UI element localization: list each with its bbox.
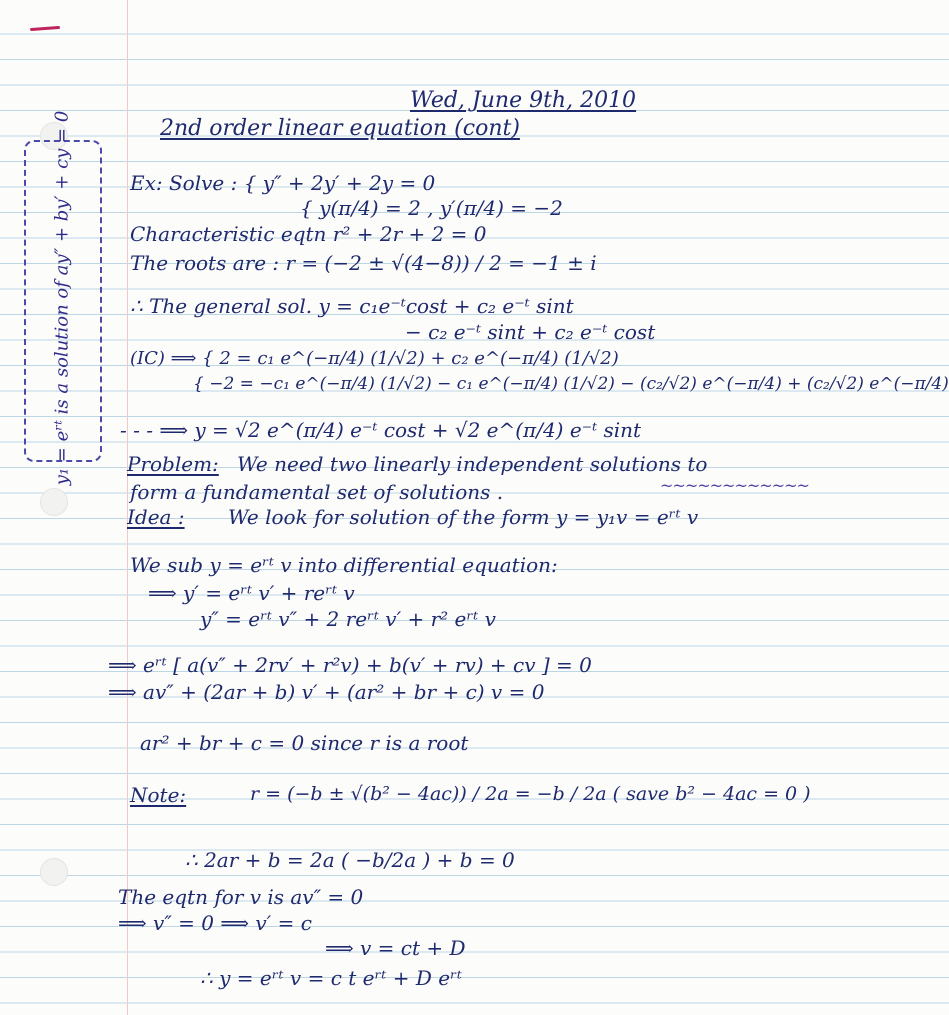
squiggle-mark: ~~~~~~~~~~~~	[660, 476, 809, 495]
characteristic-line: Characteristic eqtn r² + 2r + 2 = 0	[130, 222, 487, 246]
general-solution-line: ∴ The general sol. y = c₁e⁻ᵗcost + c₂ e⁻ᵗ sint	[130, 294, 574, 318]
note-label: Note:	[130, 783, 187, 807]
v-equation-line: The eqtn for v is av″ = 0	[118, 885, 364, 909]
first-derivative-line: ⟹ y′ = eʳᵗ v′ + reʳᵗ v	[148, 581, 355, 605]
red-pen-mark	[30, 26, 60, 31]
idea-line: We look for solution of the form y = y₁v = eʳᵗ v	[228, 505, 699, 529]
page-date: Wed, June 9th, 2010	[410, 88, 637, 113]
problem-line-2: form a fundamental set of solutions .	[130, 480, 504, 504]
substitution-line: We sub y = eʳᵗ v into differential equation:	[130, 553, 558, 577]
punch-hole	[40, 488, 68, 516]
particular-solution-line: - - - ⟹ y = √2 e^(π/4) e⁻ᵗ cost + √2 e^(π/4) e⁻ᵗ sint	[120, 418, 642, 442]
ic-line-2: { −2 = −c₁ e^(−π/4) (1/√2) − c₁ e^(−π/4) (1/√2) − (c₂/√2) e^(−π/4) + (c₂/√2) e^(−π/4)	[193, 374, 949, 394]
ic-line-1: (IC) ⟹ { 2 = c₁ e^(−π/4) (1/√2) + c₂ e^(−π/4) (1/√2)	[130, 348, 619, 369]
v-second-derivative-line: ⟹ v″ = 0 ⟹ v′ = c	[118, 911, 312, 935]
note-line: r = (−b ± √(b² − 4ac)) / 2a = −b / 2a ( save b² − 4ac = 0 )	[250, 783, 811, 805]
general-solution-derivative-line: − c₂ e⁻ᵗ sint + c₂ e⁻ᵗ cost	[405, 320, 656, 344]
roots-line: The roots are : r = (−2 ± √(4−8)) / 2 = −1 ± i	[130, 251, 597, 275]
characteristic-root-line: ar² + br + c = 0 since r is a root	[140, 731, 469, 755]
problem-line-1: We need two linearly independent solutions to	[237, 452, 708, 476]
margin-note: y₁ = eʳᵗ is a solution of ay″ + by′ + cy = 0	[51, 110, 73, 486]
punch-hole	[40, 858, 68, 886]
idea-label: Idea :	[127, 505, 185, 529]
note-conclusion-line: ∴ 2ar + b = 2a ( −b/2a ) + b = 0	[185, 848, 515, 872]
v-solution-line: ⟹ v = ct + D	[325, 936, 466, 960]
page-title: 2nd order linear equation (cont)	[160, 116, 520, 141]
expanded-equation-line: ⟹ eʳᵗ [ a(v″ + 2rv′ + r²v) + b(v′ + rv) + cv ] = 0	[108, 653, 592, 677]
initial-conditions-line: { y(π/4) = 2 , y′(π/4) = −2	[300, 196, 563, 220]
example-line: Ex: Solve : { y″ + 2y′ + 2y = 0	[130, 171, 436, 195]
y-solution-line: ∴ y = eʳᵗ v = c t eʳᵗ + D eʳᵗ	[200, 966, 462, 990]
collected-equation-line: ⟹ av″ + (2ar + b) v′ + (ar² + br + c) v = 0	[108, 680, 545, 704]
problem-label: Problem:	[127, 452, 219, 476]
second-derivative-line: y″ = eʳᵗ v″ + 2 reʳᵗ v′ + r² eʳᵗ v	[200, 607, 496, 631]
